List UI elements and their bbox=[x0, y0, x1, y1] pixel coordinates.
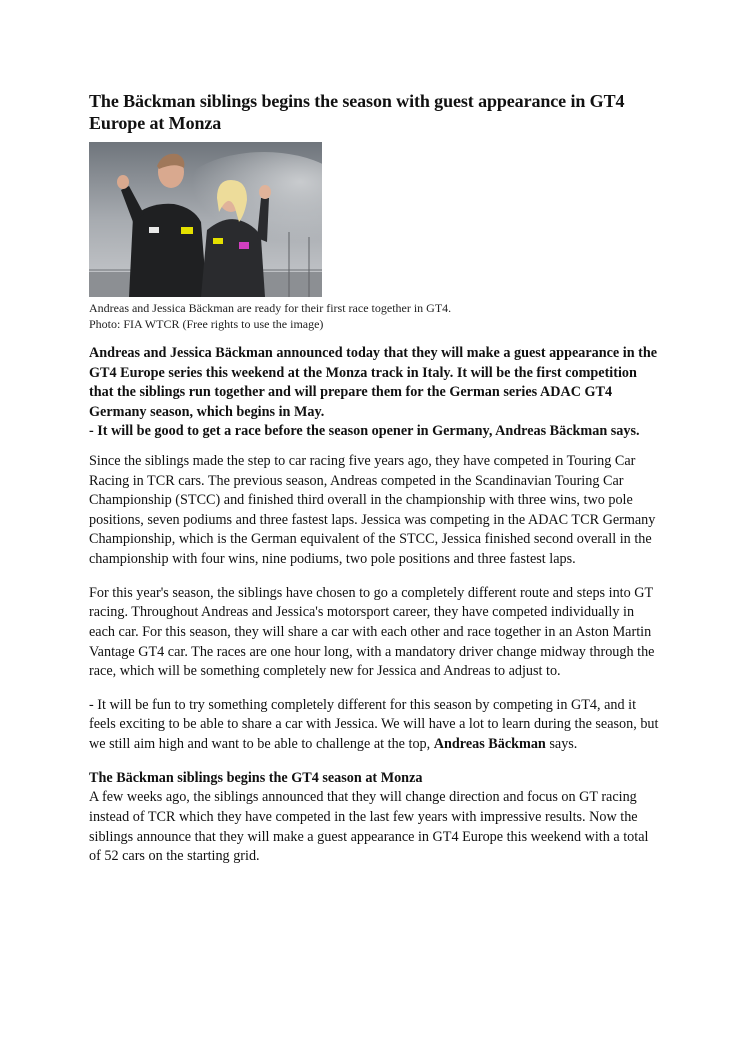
article bbox=[89, 90, 659, 867]
paragraph-1: Since the siblings made the step to car racing five years ago, they have competed in Touring Car Racing in TCR cars. The previous season, Andreas competed in the Scandinavian Touring Car Championship (STCC) and finished third overall in the championship with three wins, two pole positions, seven podiums and three fastest laps. Jessica was competing in the ADAC TCR Germany Championship, which is the German equivalent of the STCC, Jessica finished second overall in the championship with four wins, nine podiums, two pole positions and three fastest laps. bbox=[89, 452, 656, 567]
quote-speaker: Andreas Bäckman bbox=[433, 736, 546, 753]
caption-line-1: Andreas and Jessica Bäckman are ready for their first race together in GT4. bbox=[89, 301, 452, 315]
article-photo bbox=[89, 142, 322, 297]
caption-line-2: Photo: FIA WTCR (Free rights to use the image) bbox=[89, 317, 324, 331]
section-monza bbox=[89, 769, 659, 867]
lead-paragraph bbox=[89, 344, 659, 442]
section-heading: The Bäckman siblings begins the GT4 season at Monza bbox=[89, 769, 423, 786]
article-title: The Bäckman siblings begins the season with guest appearance in GT4 Europe at Monza bbox=[89, 91, 625, 133]
paragraph-4: A few weeks ago, the siblings announced that they will change direction and focus on GT racing instead of TCR which they have competed in the last few years with impressive results. Now the siblings announce that they will make a guest appearance in GT4 Europe this weekend with a total of 52 cars on the starting grid. bbox=[89, 789, 649, 865]
lead-text: Andreas and Jessica Bäckman announced today that they will make a guest appearance in the GT4 Europe series this weekend at the Monza track in Italy. It will be the first competition that the siblings run together and will prepare them for the German series ADAC GT4 Germany season, which begins in May. bbox=[89, 345, 658, 420]
lead-quote: - It will be good to get a race before the season opener in Germany, Andreas Bäckman says. bbox=[89, 423, 640, 440]
photo-caption bbox=[89, 300, 659, 332]
quote-suffix: says. bbox=[549, 736, 578, 753]
quote-text: - It will be fun to try something completely different for this season by competing in GT4, and it feels exciting to be able to share a car with Jessica. We will have a lot to learn during the season, but we still aim high and want to be able to challenge at the top, bbox=[89, 696, 659, 753]
paragraph-2: For this year's season, the siblings have chosen to go a completely different route and steps into GT racing. Throughout Andreas and Jessica's motorsport career, they have competed individually in each car. For this season, they will share a car with each other and race together in an Aston Martin Vantage GT4 car. The races are one hour long, with a mandatory driver change midway through the race, which will be something completely new for Jessica and Andreas to adjust to. bbox=[89, 584, 655, 680]
paragraph-quote bbox=[89, 696, 659, 755]
